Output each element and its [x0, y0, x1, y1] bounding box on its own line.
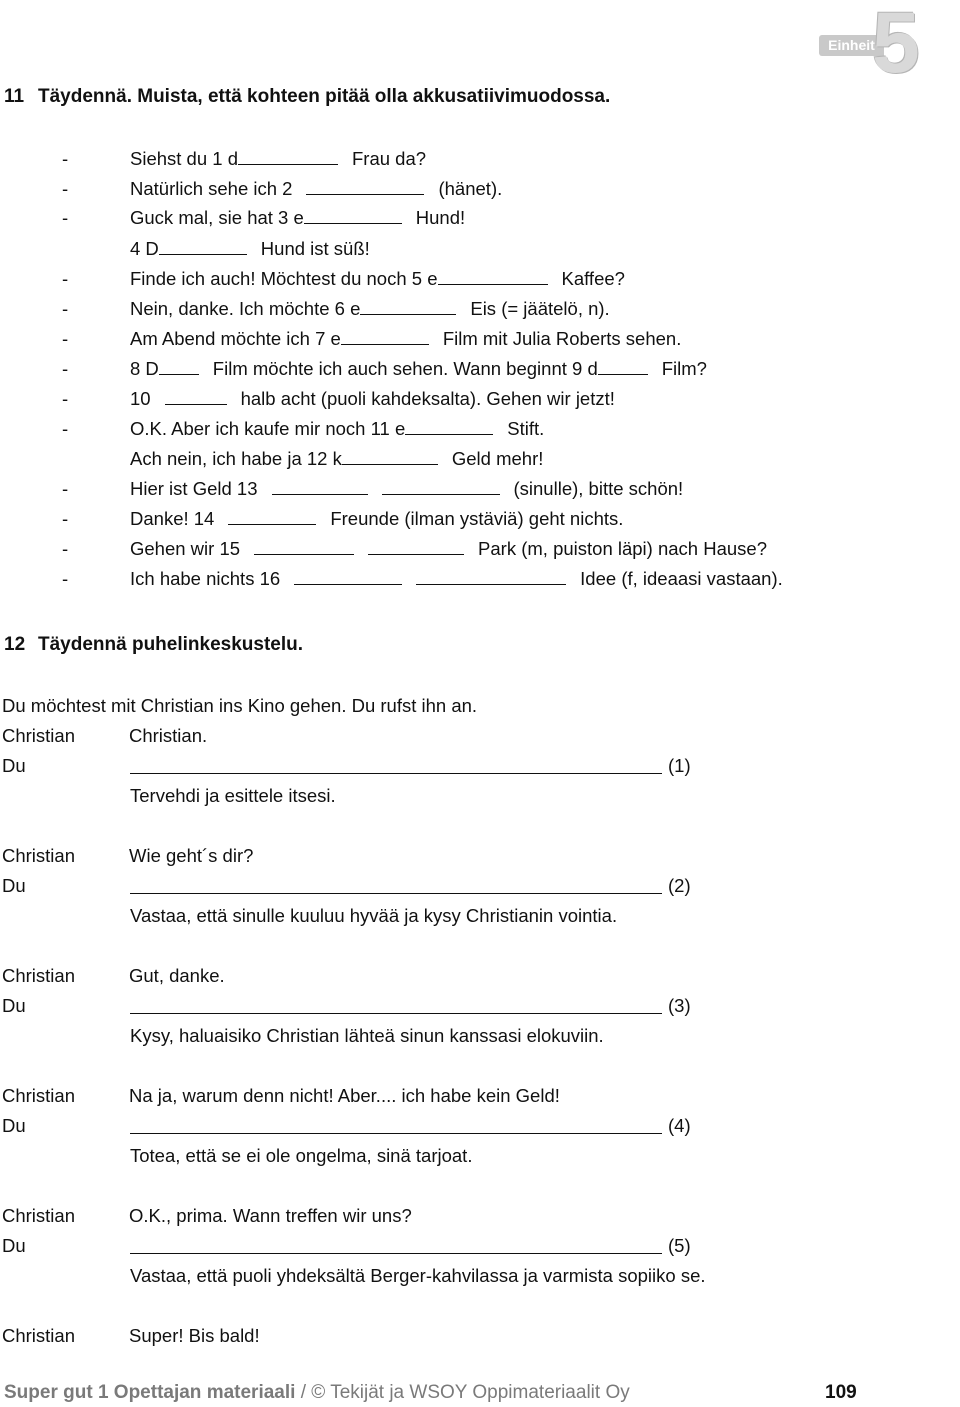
- speaker-label: Christian: [2, 1085, 75, 1106]
- speaker-label: Du: [2, 995, 26, 1016]
- answer-number: (3): [668, 995, 691, 1016]
- answer-line[interactable]: [130, 1013, 662, 1014]
- answer-line[interactable]: [130, 1133, 662, 1134]
- line-text: Finde ich auch! Möchtest du noch 5 e: [130, 268, 438, 289]
- page-number: 109: [825, 1382, 857, 1403]
- exercise-12-heading: [4, 634, 303, 656]
- unit-badge-label: Einheit: [819, 35, 884, 56]
- fill-blank[interactable]: [368, 536, 464, 555]
- line-text: Film möchte ich auch sehen. Wann beginnt 9 d: [212, 358, 598, 379]
- dialogue-answer: [0, 1232, 700, 1260]
- answer-number: (1): [668, 755, 691, 776]
- line-dash: -: [62, 298, 69, 319]
- fill-blank[interactable]: [341, 326, 429, 345]
- answer-line[interactable]: [130, 773, 662, 774]
- speaker-label: Christian: [2, 965, 75, 986]
- line-text: Ich habe nichts 16: [130, 568, 281, 589]
- unit-badge: [814, 0, 960, 91]
- line-text: Natürlich sehe ich 2: [130, 178, 293, 199]
- exercise-title: Täydennä puhelinkeskustelu.: [38, 634, 304, 655]
- line-text: (sinulle), bitte schön!: [513, 478, 684, 499]
- page-footer: [4, 1382, 630, 1404]
- line-dash: -: [62, 268, 69, 289]
- line-text: Ach nein, ich habe ja 12 k: [130, 448, 342, 469]
- exercise-11-heading: [4, 86, 610, 108]
- line-dash: -: [62, 568, 69, 589]
- answer-line[interactable]: [130, 893, 662, 894]
- fill-blank[interactable]: [165, 386, 227, 405]
- line-text: Park (m, puiston läpi) nach Hause?: [478, 538, 767, 559]
- fill-blank[interactable]: [438, 266, 548, 285]
- fill-blank[interactable]: [238, 146, 338, 165]
- hint-text: Vastaa, että sinulle kuuluu hyvää ja kysy Christianin vointia.: [130, 905, 618, 926]
- line-dash: -: [62, 388, 69, 409]
- answer-number: (2): [668, 875, 691, 896]
- fill-blank[interactable]: [342, 446, 438, 465]
- line-text: Nein, danke. Ich möchte 6 e: [130, 298, 361, 319]
- line-dash: -: [62, 358, 69, 379]
- line-text: Hier ist Geld 13: [130, 478, 258, 499]
- line-text: halb acht (puoli kahdeksalta). Gehen wir jetzt!: [240, 388, 615, 409]
- speaker-text: Super! Bis bald!: [129, 1325, 260, 1346]
- hint-text: Totea, että se ei ole ongelma, sinä tarjoat.: [130, 1145, 473, 1166]
- line-dash: -: [62, 207, 69, 228]
- line-text: 4 D: [130, 238, 159, 259]
- line-dash: -: [62, 178, 69, 199]
- line-text: Kaffee?: [561, 268, 625, 289]
- fill-blank[interactable]: [294, 566, 402, 585]
- line-text: Danke! 14: [130, 508, 215, 529]
- answer-number: (4): [668, 1115, 691, 1136]
- speaker-text: Na ja, warum denn nicht! Aber.... ich habe kein Geld!: [129, 1085, 560, 1106]
- dialogue-answer: [0, 752, 700, 780]
- line-dash: -: [62, 148, 69, 169]
- line-text: Siehst du 1 d: [130, 148, 238, 169]
- fill-blank[interactable]: [304, 205, 402, 224]
- line-dash: -: [62, 508, 69, 529]
- fill-blank[interactable]: [405, 416, 493, 435]
- dialogue-answer: [0, 872, 700, 900]
- dialogue-intro: Du möchtest mit Christian ins Kino gehen. Du rufst ihn an.: [2, 695, 478, 716]
- line-text: 8 D: [130, 358, 159, 379]
- unit-badge-number: 5: [872, 0, 920, 91]
- speaker-label: Christian: [2, 725, 75, 746]
- line-text: 10: [130, 388, 151, 409]
- fill-blank[interactable]: [416, 566, 566, 585]
- fill-blank[interactable]: [159, 236, 247, 255]
- line-text: Geld mehr!: [451, 448, 544, 469]
- line-dash: -: [62, 418, 69, 439]
- fill-blank[interactable]: [382, 476, 500, 495]
- line-text: Hund ist süß!: [260, 238, 370, 259]
- fill-blank[interactable]: [598, 356, 648, 375]
- speaker-label: Du: [2, 1235, 26, 1256]
- line-text: Film?: [661, 358, 707, 379]
- line-text: (hänet).: [438, 178, 503, 199]
- hint-text: Tervehdi ja esittele itsesi.: [130, 785, 336, 806]
- answer-number: (5): [668, 1235, 691, 1256]
- line-text: Gehen wir 15: [130, 538, 241, 559]
- answer-line[interactable]: [130, 1253, 662, 1254]
- line-dash: -: [62, 478, 69, 499]
- fill-blank[interactable]: [228, 506, 316, 525]
- dialogue-answer: [0, 1112, 700, 1140]
- fill-blank[interactable]: [272, 476, 368, 495]
- line-dash: -: [62, 538, 69, 559]
- line-dash: -: [62, 328, 69, 349]
- speaker-label: Du: [2, 1115, 26, 1136]
- fill-blank[interactable]: [360, 296, 456, 315]
- speaker-label: Du: [2, 755, 26, 776]
- speaker-label: Christian: [2, 1205, 75, 1226]
- line-text: Frau da?: [352, 148, 427, 169]
- fill-blank[interactable]: [254, 536, 354, 555]
- line-text: O.K. Aber ich kaufe mir noch 11 e: [130, 418, 406, 439]
- footer-brand: Super gut 1 Opettajan materiaali: [4, 1382, 296, 1403]
- line-text: Freunde (ilman ystäviä) geht nichts.: [330, 508, 624, 529]
- speaker-label: Du: [2, 875, 26, 896]
- speaker-label: Christian: [2, 845, 75, 866]
- speaker-text: O.K., prima. Wann treffen wir uns?: [129, 1205, 412, 1226]
- fill-blank[interactable]: [306, 176, 424, 195]
- fill-blank[interactable]: [159, 356, 199, 375]
- exercise-number: 12: [4, 634, 26, 655]
- footer-copyright: / © Tekijät ja WSOY Oppimateriaalit Oy: [295, 1382, 630, 1403]
- speaker-text: Gut, danke.: [129, 965, 225, 986]
- exercise-number: 11: [4, 86, 25, 107]
- dialogue-answer: [0, 992, 700, 1020]
- exercise-title: Täydennä. Muista, että kohteen pitää olla akkusatiivimuodossa.: [38, 86, 611, 107]
- line-text: Hund!: [415, 207, 466, 228]
- speaker-label: Christian: [2, 1325, 75, 1346]
- line-text: Eis (= jäätelö, n).: [470, 298, 610, 319]
- line-text: Am Abend möchte ich 7 e: [130, 328, 341, 349]
- line-text: Stift.: [507, 418, 545, 439]
- speaker-text: Wie geht´s dir?: [129, 845, 254, 866]
- line-text: Guck mal, sie hat 3 e: [130, 207, 304, 228]
- hint-text: Kysy, haluaisiko Christian lähteä sinun kanssasi elokuviin.: [130, 1025, 604, 1046]
- line-text: Film mit Julia Roberts sehen.: [442, 328, 682, 349]
- speaker-text: Christian.: [129, 725, 208, 746]
- line-text: Idee (f, ideaasi vastaan).: [580, 568, 783, 589]
- hint-text: Vastaa, että puoli yhdeksältä Berger-kahvilassa ja varmista sopiiko se.: [130, 1265, 706, 1286]
